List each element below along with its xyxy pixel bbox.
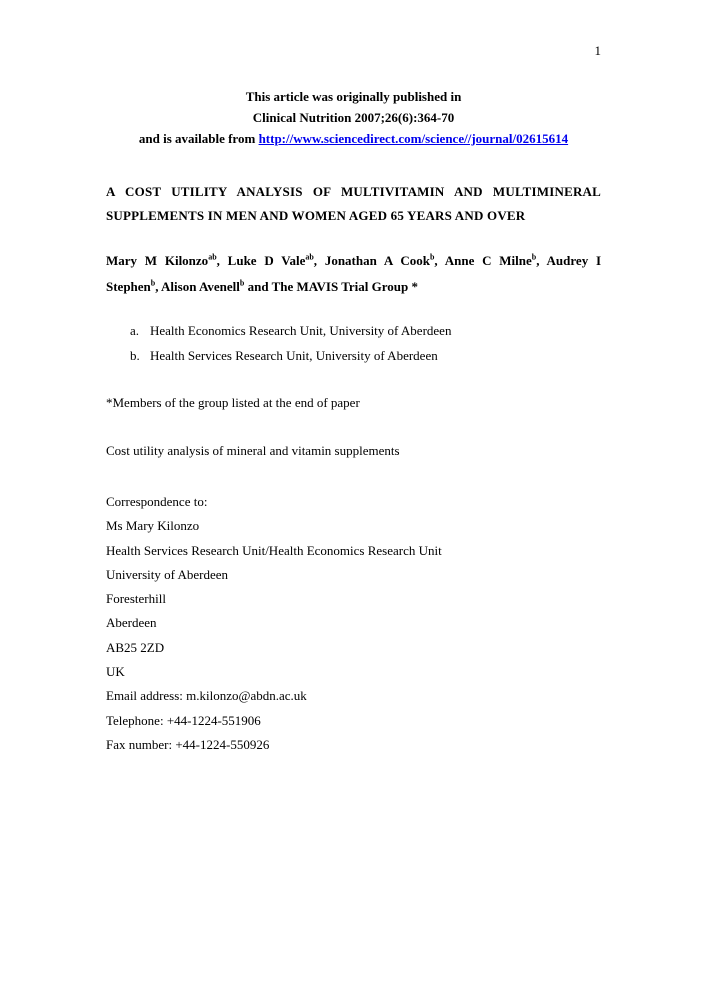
correspondence-email: Email address: m.kilonzo@abdn.ac.uk [106,688,307,704]
author-separator: , [434,253,445,268]
author-separator: , [313,253,325,268]
page-number: 1 [594,43,601,58]
paper-title [106,180,601,228]
correspondence-country: UK [106,664,125,680]
author-affiliation-sup: b [531,252,537,262]
publication-line-1: This article was originally published in [245,89,462,104]
publication-info [106,86,601,149]
author-name: Alison Avenell [161,279,240,294]
publication-line-2: Clinical Nutrition 2007;26(6):364-70 [252,110,455,125]
correspondence-address-2: Aberdeen [106,615,157,631]
author-group-name: The MAVIS Trial Group * [271,279,418,294]
author-separator: and [244,279,272,294]
paper-title-line-1: A COST UTILITY ANALYSIS OF MULTIVITAMIN AND MULTIMINERAL [106,184,601,199]
correspondence-university: University of Aberdeen [106,566,229,582]
journal-link[interactable]: http://www.sciencedirect.com/science//journal/02615614 [258,131,569,146]
affiliation-text: Health Services Research Unit, University of Aberdeen [150,348,438,363]
affiliation-text: Health Economics Research Unit, University of Aberdeen [150,323,452,338]
author-name: Jonathan A Cook [324,253,430,268]
author-list [106,248,601,300]
author-name: Luke D Vale [227,253,306,268]
correspondence-name: Ms Mary Kilonzo [106,518,200,534]
correspondence-postcode: AB25 2ZD [106,639,165,655]
correspondence-fax: Fax number: +44-1224-550926 [106,736,270,752]
author-affiliation-sup: b [150,278,156,288]
correspondence-heading: Correspondence to: [106,494,208,509]
author-affiliation-sup: b [429,252,435,262]
affiliation-list [130,318,590,368]
paper-title-line-2: SUPPLEMENTS IN MEN AND WOMEN AGED 65 YEARS AND OVER [106,208,526,223]
affiliation-marker: b. [130,348,140,363]
author-line-1 [106,248,601,274]
affiliation-item [130,343,590,368]
author-name: Mary M Kilonzo [106,253,209,268]
author-affiliation-sup: ab [208,252,217,262]
correspondence-unit: Health Services Research Unit/Health Economics Research Unit [106,542,442,558]
affiliation-marker: a. [130,323,140,338]
author-separator: , [536,253,547,268]
correspondence-block [106,490,442,757]
running-title: Cost utility analysis of mineral and vitamin supplements [106,443,400,458]
author-name: Anne C Milne [444,253,532,268]
author-separator: , [155,279,162,294]
correspondence-telephone: Telephone: +44-1224-551906 [106,712,261,728]
members-note: *Members of the group listed at the end of paper [106,395,360,410]
author-separator: , [216,253,228,268]
publication-line-3 [106,128,601,149]
affiliation-item [130,318,590,343]
author-name-part-1: Audrey I [546,253,602,268]
author-affiliation-sup: b [239,278,245,288]
publication-line-3-prefix: and is available from [138,131,259,146]
author-affiliation-sup: ab [305,252,314,262]
correspondence-address-1: Foresterhill [106,591,166,607]
author-line-2 [106,274,601,300]
author-name-part-2: Stephen [106,279,151,294]
